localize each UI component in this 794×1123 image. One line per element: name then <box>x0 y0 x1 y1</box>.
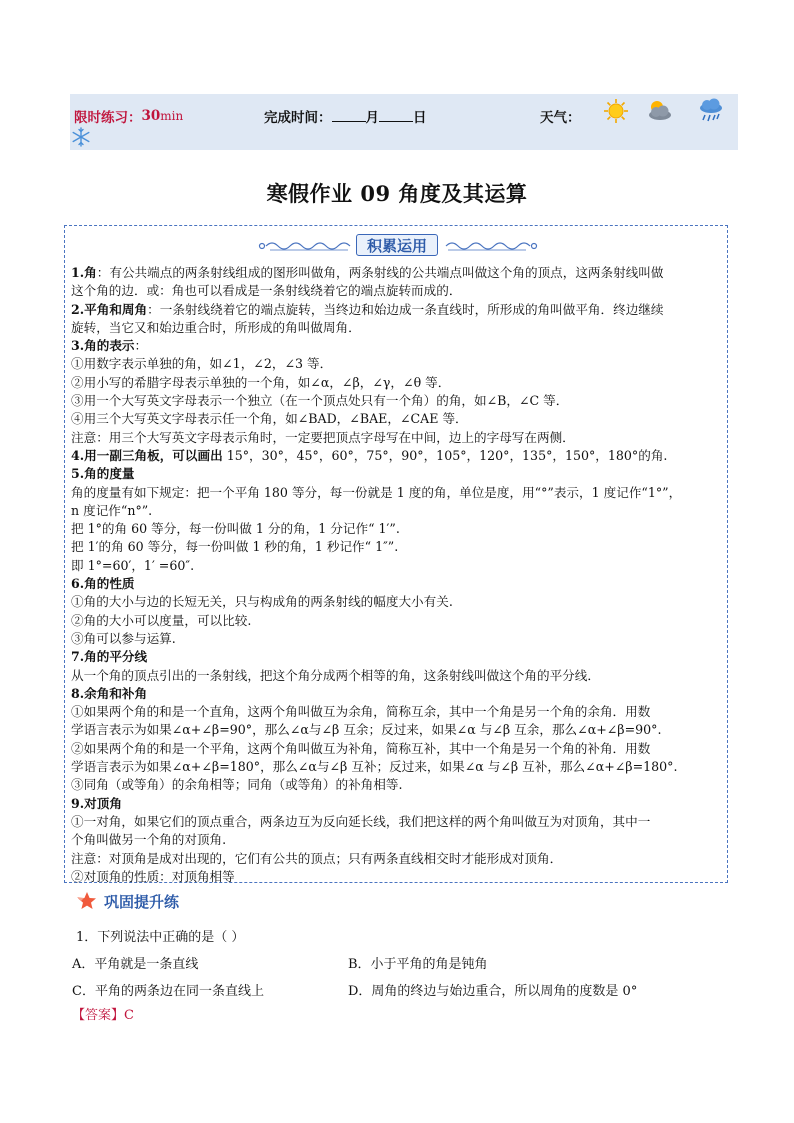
page-title: 寒假作业 09 角度及其运算 <box>266 181 528 206</box>
knowledge-line <box>71 319 723 337</box>
knowledge-text: ：一条射线绕着它的端点旋转，当终边和始边成一条直线时，所形成的角叫做平角．终边继续 <box>147 301 664 317</box>
knowledge-heading: 3.角的表示 <box>71 338 135 354</box>
knowledge-heading: 2.平角和周角 <box>71 301 148 317</box>
knowledge-text: 个角叫做另一个角的对顶角. <box>71 832 227 848</box>
knowledge-line <box>71 392 723 410</box>
knowledge-text: ②角的大小可以度量，可以比较. <box>71 612 252 628</box>
knowledge-line <box>71 557 723 575</box>
knowledge-line <box>71 447 723 465</box>
knowledge-line <box>71 410 723 428</box>
knowledge-line <box>71 264 723 282</box>
partly-cloudy-icon <box>645 97 673 125</box>
knowledge-line <box>71 301 723 319</box>
knowledge-text: 注意：对顶角是成对出现的，它们有公共的顶点；只有两条直线相交时才能形成对顶角． <box>71 850 563 866</box>
knowledge-text: ③角可以参与运算. <box>71 630 176 646</box>
completion-time-label: 完成时间： <box>264 110 332 126</box>
knowledge-heading: 7.角的平分线 <box>71 649 148 665</box>
knowledge-line <box>71 740 723 758</box>
knowledge-text: ③用一个大写英文字母表示一个独立（在一个顶点处只有一个角）的角，如∠B，∠C 等． <box>71 393 569 409</box>
knowledge-text: 这个角的边．或：角也可以看成是一条射线绕着它的端点旋转而成的． <box>71 283 462 299</box>
question-1: 1．下列说法中正确的是（ ） <box>76 930 245 945</box>
time-limit-unit: min <box>160 109 184 123</box>
knowledge-heading: 1.角 <box>71 265 97 280</box>
option-d: D．周角的终边与始边重合，所以周角的度数是 0° <box>348 984 638 999</box>
knowledge-text: 从一个角的顶点引出的一条射线，把这个角分成两个相等的角，这条射线叫做这个角的平分线． <box>71 667 600 683</box>
knowledge-line <box>71 685 723 703</box>
knowledge-line <box>71 831 723 849</box>
knowledge-line <box>71 776 723 794</box>
knowledge-line <box>71 667 723 685</box>
knowledge-text: ③同角（或等角）的余角相等；同角（或等角）的补角相等. <box>71 777 403 793</box>
knowledge-heading: 9.对顶角 <box>71 795 122 811</box>
banner-label: 积累运用 <box>356 234 438 256</box>
knowledge-line <box>71 538 723 556</box>
knowledge-heading: 5.角的度量 <box>71 466 135 482</box>
knowledge-heading: 8.余角和补角 <box>71 685 148 701</box>
day-blank <box>379 107 413 122</box>
time-limit-value: 30 <box>141 108 161 124</box>
knowledge-text: ②对顶角的性质：对顶角相等 <box>71 868 235 884</box>
knowledge-text: 即 1°=60′，1′ =60″. <box>71 557 195 573</box>
knowledge-text: ②如果两个角的和是一个平角，这两个角叫做互为补角，简称互补，其中一个角是另一个角的补角．用数 <box>71 740 651 756</box>
knowledge-text: ①角的大小与边的长短无关，只与构成角的两条射线的幅度大小有关. <box>71 594 453 610</box>
option-a: A．平角就是一条直线 <box>72 957 199 972</box>
knowledge-line <box>71 648 723 666</box>
knowledge-line <box>71 575 723 593</box>
month-label: 月 <box>365 110 379 126</box>
knowledge-line <box>71 429 723 447</box>
knowledge-text: 旋转，当它又和始边重合时，所形成的角叫做周角． <box>71 319 361 335</box>
knowledge-line <box>71 612 723 630</box>
knowledge-line <box>71 337 723 355</box>
answer: 【答案】C <box>72 1008 134 1023</box>
practice-title: 巩固提升练 <box>104 892 180 911</box>
knowledge-content <box>71 264 723 886</box>
knowledge-heading: 4.用一副三角板，可以画出 <box>71 447 223 463</box>
knowledge-line <box>71 758 723 776</box>
day-label: 日 <box>413 110 427 126</box>
option-c: C．平角的两条边在同一条直线上 <box>72 984 264 999</box>
knowledge-line <box>71 721 723 739</box>
knowledge-text: n 度记作“n°”. <box>71 502 153 518</box>
knowledge-line <box>71 813 723 831</box>
knowledge-text: 学语言表示为如果∠α+∠β=180°，那么∠α与∠β 互补；反过来，如果∠α 与∠β 互补，那么∠α+∠β=180°. <box>71 759 678 775</box>
knowledge-line <box>71 593 723 611</box>
knowledge-line <box>71 850 723 868</box>
knowledge-text: 15°，30°，45°，60°，75°，90°，105°，120°，135°，150°，180°的角. <box>222 447 668 463</box>
month-blank <box>332 107 366 122</box>
knowledge-line <box>71 484 723 502</box>
practice-heading <box>76 890 179 912</box>
knowledge-line <box>71 520 723 538</box>
knowledge-text: ：有公共端点的两条射线组成的图形叫做角，两条射线的公共端点叫做这个角的顶点，这两条射线叫做 <box>96 265 664 280</box>
knowledge-line <box>71 703 723 721</box>
knowledge-text: ①一对角，如果它们的顶点重合，两条边互为反向延长线，我们把这样的两个角叫做互为对顶角，其中一 <box>71 813 651 829</box>
knowledge-line <box>71 282 723 300</box>
knowledge-line <box>71 355 723 373</box>
knowledge-text: ①用数字表示单独的角，如∠1，∠2，∠3 等． <box>71 356 333 372</box>
snowflake-icon <box>70 126 92 148</box>
knowledge-text: 把 1′的角 60 等分，每一份叫做 1 秒的角，1 秒记作“ 1″”. <box>71 539 399 555</box>
knowledge-line <box>71 630 723 648</box>
rain-icon <box>697 97 725 125</box>
knowledge-text: 角的度量有如下规定：把一个平角 180 等分，每一份就是 1 度的角，单位是度，用“°”表示，1 度记作“1°”， <box>71 484 682 500</box>
knowledge-text: ： <box>134 338 148 354</box>
knowledge-text: ④用三个大写英文字母表示任一个角，如∠BAD，∠BAE，∠CAE 等． <box>71 411 468 427</box>
knowledge-text: ①如果两个角的和是一个直角，这两个角叫做互为余角，简称互余，其中一个角是另一个角的余角．用数 <box>71 704 651 720</box>
knowledge-line <box>71 502 723 520</box>
knowledge-heading: 6.角的性质 <box>71 576 135 592</box>
weather-label: 天气： <box>540 110 581 126</box>
time-limit-label: 限时练习： <box>74 110 142 126</box>
knowledge-text: 注意：用三个大写英文字母表示角时，一定要把顶点字母写在中间，边上的字母写在两侧． <box>71 429 575 445</box>
knowledge-line <box>71 795 723 813</box>
option-b: B．小于平角的角是钝角 <box>348 957 488 972</box>
knowledge-text: 学语言表示为如果∠α+∠β=90°，那么∠α与∠β 互余；反过来，如果∠α 与∠β 互余，那么∠α+∠β=90°. <box>71 722 662 738</box>
knowledge-line <box>71 868 723 886</box>
knowledge-line <box>71 465 723 483</box>
time-limit <box>74 106 183 126</box>
completion-time <box>264 106 427 126</box>
sun-icon <box>602 97 630 125</box>
knowledge-text: 把 1°的角 60 等分，每一份叫做 1 分的角，1 分记作“ 1′”. <box>71 521 400 537</box>
star-icon <box>76 891 98 911</box>
knowledge-text: ②用小写的希腊字母表示单独的一个角，如∠α，∠β，∠γ，∠θ 等． <box>71 374 451 390</box>
knowledge-line <box>71 374 723 392</box>
